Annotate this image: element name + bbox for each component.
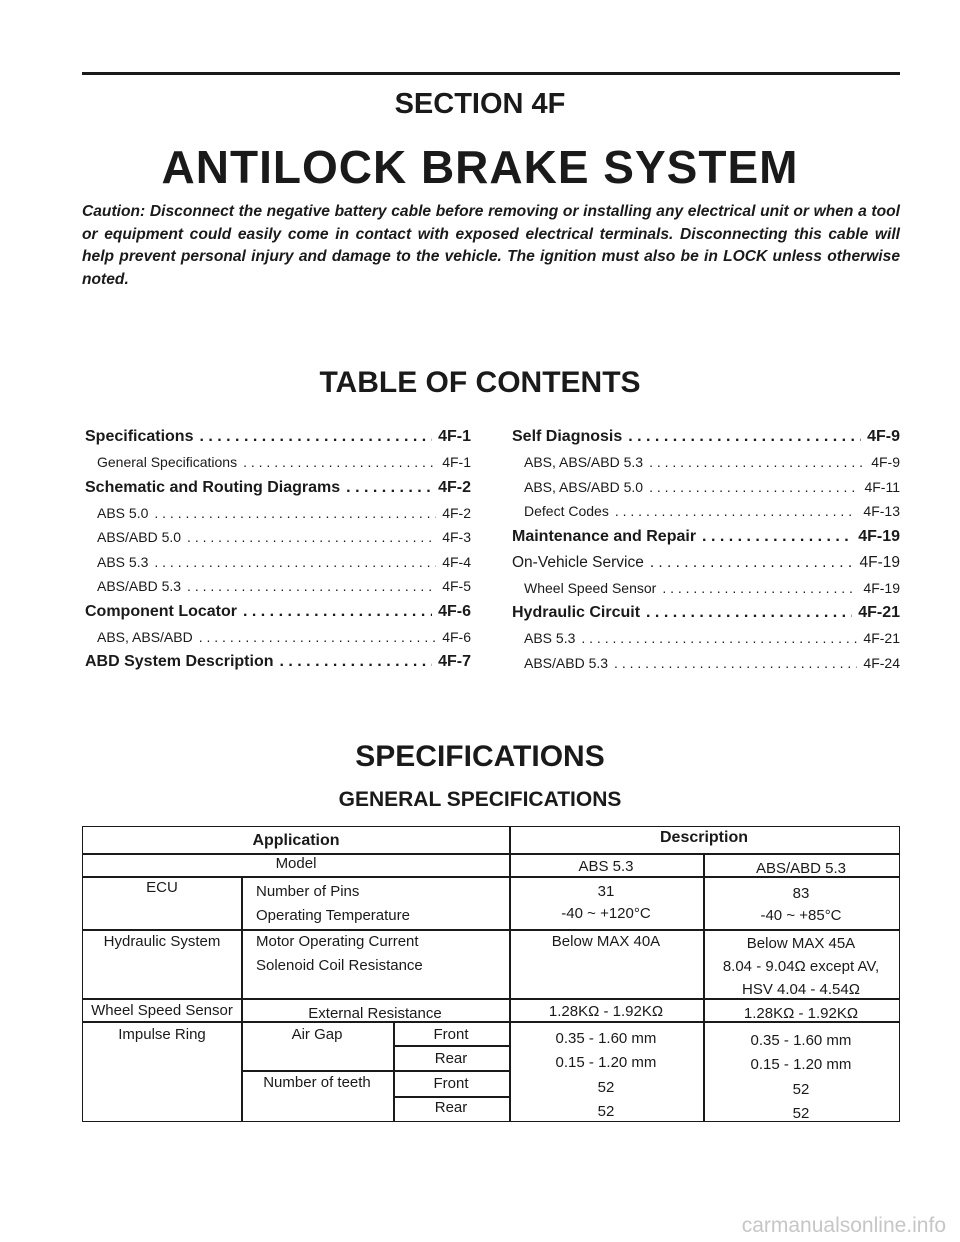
- toc-entry[interactable]: [512, 424, 900, 450]
- toc-entry-label: Specifications: [85, 428, 194, 445]
- toc-entry-label: ABS, ABS/ABD 5.0: [524, 478, 644, 495]
- toc-entry[interactable]: [512, 550, 900, 576]
- toc-entry[interactable]: [85, 424, 471, 450]
- solenoid-absabd53-2: HSV 4.04 - 4.54Ω: [742, 981, 860, 998]
- toc-leader-dots: [581, 626, 857, 651]
- hydraulic-label: Hydraulic System: [103, 933, 221, 950]
- motor-absabd53: Below MAX 45A: [746, 935, 856, 952]
- toc-entry-label: ABS 5.3: [97, 553, 149, 570]
- teeth-rear-absabd53: 52: [792, 1105, 810, 1122]
- toc-entry-page: 4F-4: [442, 553, 471, 570]
- toc-leader-dots: [650, 550, 854, 576]
- toc-leader-dots: [662, 576, 857, 601]
- watermark: carmanualsonline.info: [741, 1214, 946, 1237]
- motor-abs53: Below MAX 40A: [551, 933, 661, 950]
- solenoid-absabd53-1: 8.04 - 9.04Ω except AV,: [722, 958, 880, 975]
- model-abs53: ABS 5.3: [578, 858, 634, 875]
- toc-title: TABLE OF CONTENTS: [319, 366, 641, 399]
- toc-leader-dots: [615, 499, 858, 524]
- toc-leader-dots: [646, 600, 852, 626]
- toc-leader-dots: [154, 550, 436, 575]
- toc-entry-page: 4F-19: [863, 579, 900, 596]
- wss-label: Wheel Speed Sensor: [91, 1002, 233, 1019]
- toc-entry[interactable]: [512, 600, 900, 626]
- airgap-rear-abs53: 0.15 - 1.20 mm: [555, 1054, 657, 1071]
- header-application: Application: [252, 832, 340, 849]
- airgap-rear-label: Rear: [434, 1050, 468, 1067]
- teeth-front-abs53: 52: [597, 1079, 615, 1096]
- general-specifications-table: [82, 826, 900, 1122]
- toc-entry[interactable]: [85, 450, 471, 475]
- toc-leader-dots: [199, 625, 436, 650]
- toc-leader-dots: [628, 424, 861, 450]
- toc-leader-dots: [154, 501, 436, 526]
- toc-entry[interactable]: [512, 499, 900, 524]
- specifications-heading: SPECIFICATIONS: [355, 740, 605, 773]
- toc-entry-label: ABS/ABD 5.3: [524, 654, 609, 671]
- toc-entry-label: Defect Codes: [524, 503, 609, 519]
- toc-leader-dots: [280, 649, 433, 675]
- toc-leader-dots: [243, 599, 432, 625]
- teeth-label: Number of teeth: [263, 1074, 371, 1091]
- toc-entry-page: 4F-19: [859, 553, 900, 571]
- toc-entry-page: 4F-3: [442, 529, 471, 545]
- toc-leader-dots: [243, 450, 436, 475]
- impulse-label: Impulse Ring: [118, 1026, 206, 1043]
- toc-entry-page: 4F-24: [863, 654, 900, 671]
- toc-leader-dots: [649, 475, 858, 500]
- toc-entry[interactable]: [85, 525, 471, 550]
- toc-entry[interactable]: [512, 524, 900, 550]
- toc-leader-dots: [199, 424, 432, 450]
- toc-entry[interactable]: [85, 475, 471, 501]
- toc-entry-label: Wheel Speed Sensor: [524, 579, 657, 596]
- toc-entry-page: 4F-6: [442, 628, 471, 645]
- airgap-rear-absabd53: 0.15 - 1.20 mm: [750, 1056, 852, 1073]
- optemp-label: Operating Temperature: [256, 907, 410, 924]
- teeth-front-label: Front: [433, 1075, 469, 1092]
- toc-entry-page: 4F-13: [863, 503, 900, 519]
- toc-entry[interactable]: [85, 501, 471, 526]
- optemp-abs53: -40 ~ +120°C: [561, 905, 651, 922]
- toc-leader-dots: [649, 450, 865, 475]
- toc-entry-page: 4F-9: [867, 428, 900, 445]
- toc-entry-page: 4F-1: [438, 428, 471, 445]
- toc-entry-label: Schematic and Routing Diagrams: [85, 478, 341, 496]
- toc-leader-dots: [187, 525, 436, 550]
- toc-entry[interactable]: [85, 625, 471, 650]
- toc-leader-dots: [614, 651, 857, 676]
- toc-leader-dots: [346, 475, 432, 501]
- toc-entry-label: ABS 5.3: [524, 630, 576, 646]
- ext-res-label: External Resistance: [308, 1005, 442, 1022]
- toc-leader-dots: [187, 574, 436, 599]
- toc-entry-label: Maintenance and Repair: [512, 527, 697, 545]
- toc-entry[interactable]: [512, 651, 900, 676]
- toc-entry-label: ABS, ABS/ABD 5.3: [524, 454, 644, 470]
- toc-entry-page: 4F-21: [863, 630, 900, 646]
- toc-entry[interactable]: [512, 450, 900, 475]
- toc-right-column: [512, 424, 900, 675]
- airgap-front-absabd53: 0.35 - 1.60 mm: [750, 1032, 852, 1049]
- toc-entry-page: 4F-1: [442, 454, 471, 470]
- toc-entry-label: ABS, ABS/ABD: [97, 628, 193, 645]
- toc-entry-page: 4F-5: [442, 578, 471, 594]
- toc-entry-label: General Specifications: [97, 454, 238, 470]
- header-description: Description: [659, 829, 748, 846]
- teeth-rear-abs53: 52: [597, 1103, 615, 1120]
- toc-entry[interactable]: [512, 475, 900, 500]
- pins-abs53: 31: [597, 883, 615, 900]
- caution-note: Caution: Disconnect the negative battery cable before removing or installing any electrical unit or when a tool or equipment could easily come in contact with exposed electrical terminals. Disconnecting this cable will help prevent personal injury and damage to the vehicle. The ignition must also be in LOCK unless otherwise noted.: [82, 203, 900, 288]
- toc-entry[interactable]: [85, 649, 471, 675]
- toc-entry-label: ABS/ABD 5.3: [97, 578, 182, 594]
- solenoid-label: Solenoid Coil Resistance: [256, 957, 423, 974]
- airgap-label: Air Gap: [291, 1026, 343, 1043]
- airgap-front-abs53: 0.35 - 1.60 mm: [555, 1030, 657, 1047]
- teeth-front-absabd53: 52: [792, 1081, 810, 1098]
- ext-res-abs53: 1.28KΩ - 1.92KΩ: [548, 1003, 664, 1020]
- toc-entry-label: ABS/ABD 5.0: [97, 529, 182, 545]
- section-number: SECTION 4F: [394, 88, 566, 120]
- optemp-absabd53: -40 ~ +85°C: [760, 907, 842, 924]
- toc-entry[interactable]: [85, 550, 471, 575]
- toc-entry-label: ABD System Description: [85, 653, 274, 670]
- toc-entry[interactable]: [85, 599, 471, 625]
- toc-entry-page: 4F-19: [858, 527, 900, 545]
- toc-entry-page: 4F-21: [858, 604, 900, 621]
- model-absabd53: ABS/ABD 5.3: [755, 860, 847, 877]
- teeth-rear-label: Rear: [434, 1099, 468, 1116]
- general-specifications-heading: GENERAL SPECIFICATIONS: [338, 788, 622, 811]
- toc-entry-label: Self Diagnosis: [512, 428, 623, 445]
- toc-entry-page: 4F-6: [438, 602, 471, 620]
- toc-left-column: [85, 424, 471, 675]
- toc-entry-page: 4F-7: [438, 653, 471, 670]
- toc-leader-dots: [702, 524, 852, 550]
- toc-entry[interactable]: [512, 576, 900, 601]
- toc-entry-label: Component Locator: [85, 602, 237, 620]
- toc-entry-label: On-Vehicle Service: [512, 553, 644, 571]
- pins-absabd53: 83: [792, 885, 810, 902]
- toc-entry-label: ABS 5.0: [97, 504, 149, 521]
- model-label: Model: [275, 855, 317, 872]
- toc-entry-page: 4F-2: [438, 478, 471, 496]
- pins-label: Number of Pins: [256, 883, 360, 900]
- toc-entry[interactable]: [512, 626, 900, 651]
- ecu-label: ECU: [146, 879, 178, 896]
- toc-entry-page: 4F-11: [864, 478, 900, 495]
- page-title: ANTILOCK BRAKE SYSTEM: [161, 141, 799, 193]
- header-rule: [82, 72, 900, 75]
- toc-entry-page: 4F-9: [871, 454, 900, 470]
- airgap-front-label: Front: [433, 1026, 469, 1043]
- toc-entry[interactable]: [85, 574, 471, 599]
- ext-res-absabd53: 1.28KΩ - 1.92KΩ: [743, 1005, 859, 1022]
- motor-label: Motor Operating Current: [256, 933, 419, 950]
- toc-entry-label: Hydraulic Circuit: [512, 604, 641, 621]
- toc-entry-page: 4F-2: [442, 504, 471, 521]
